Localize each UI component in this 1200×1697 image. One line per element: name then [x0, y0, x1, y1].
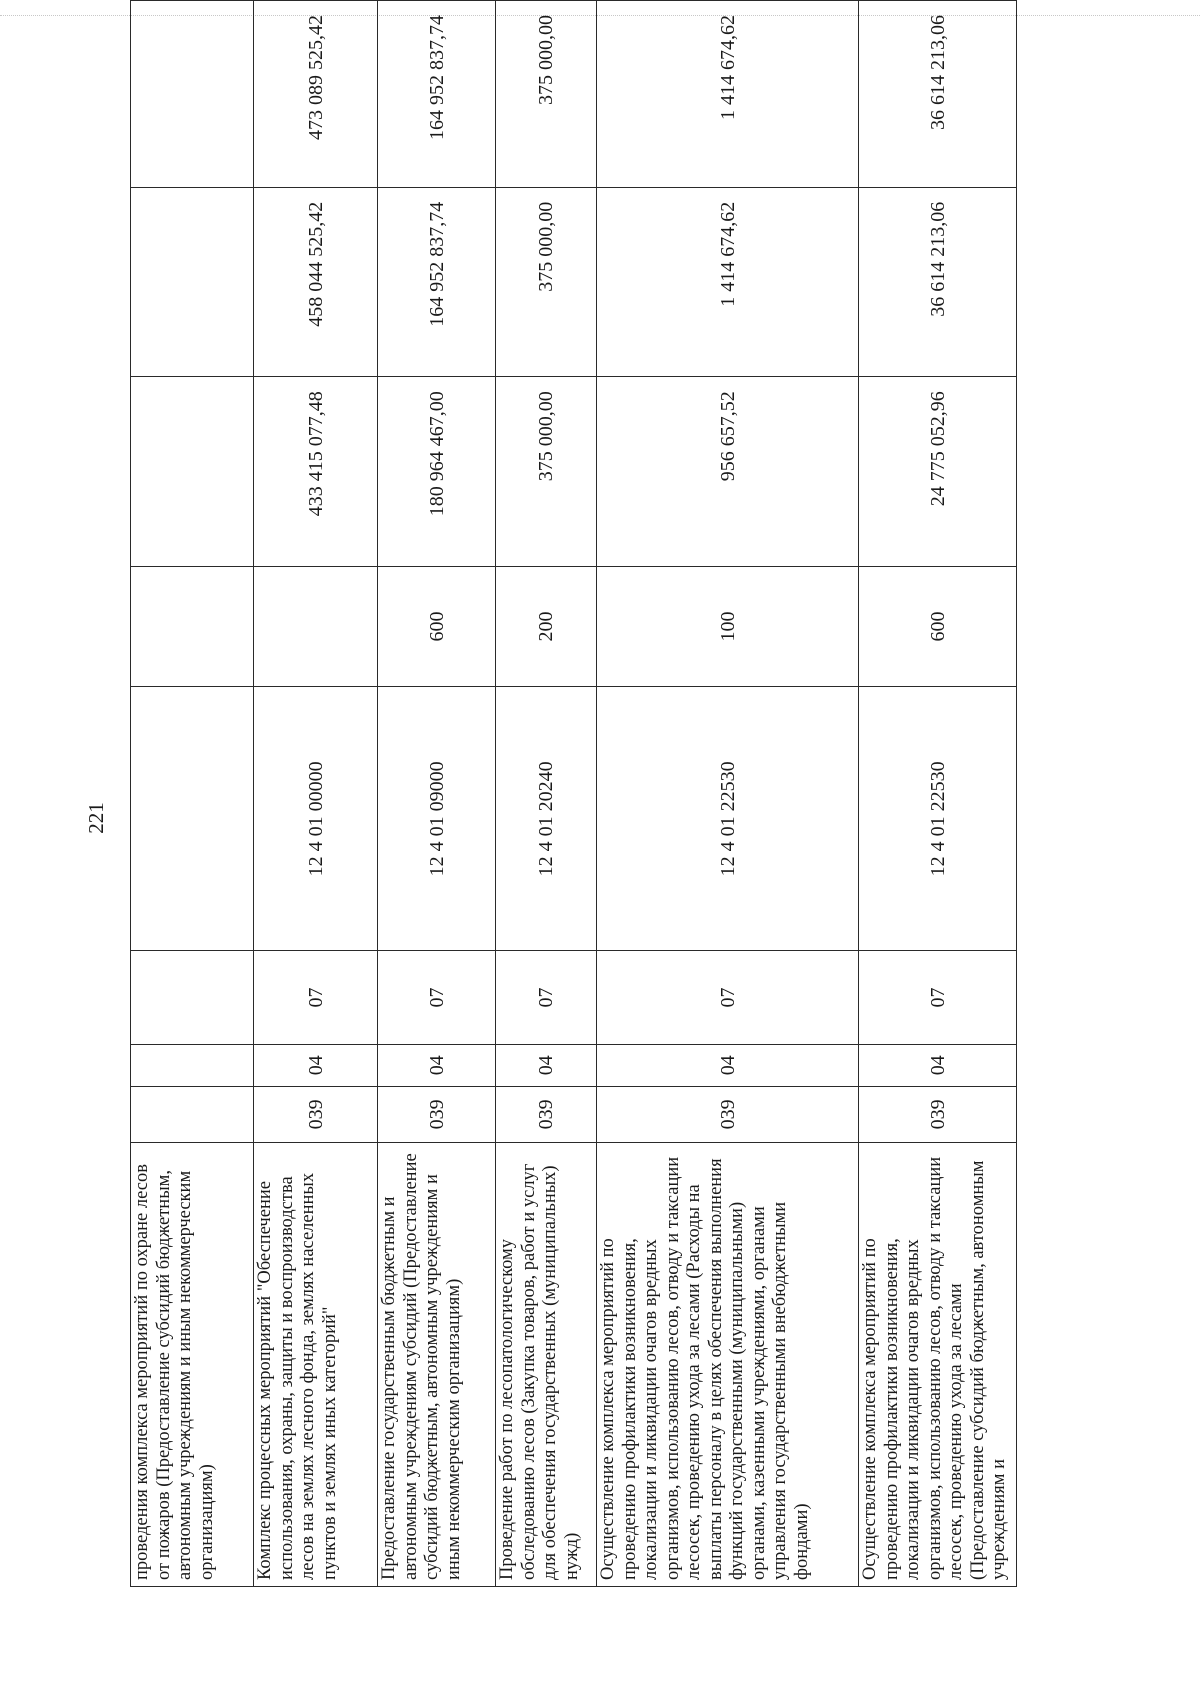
amount-year-2: 375 000,00 [496, 187, 597, 377]
row-name: Проведение работ по лесопатологическому обследованию лесов (Закупка товаров, работ и услуг для обеспечения государственных (муниципальных) нужд) [496, 1142, 597, 1586]
target-article: 12 4 01 22530 [597, 687, 859, 951]
amount-year-3 [131, 1, 254, 188]
row-name: Осуществление комплекса мероприятий по проведению профилактики возникновения, локализации и ликвидации очагов вредных организмов, использованию лесов, отводу и таксации лесосек, проведению ухода за лесами (Предоставление субсидий бюджетным, автономным учреждениям и [859, 1142, 1017, 1586]
amount-year-3: 473 089 525,42 [254, 1, 378, 188]
subsection-code [131, 951, 254, 1044]
budget-table [130, 0, 1017, 1587]
table-row [496, 1, 597, 1587]
subsection-code: 07 [496, 951, 597, 1044]
amount-year-3: 1 414 674,62 [597, 1, 859, 188]
amount-year-3: 164 952 837,74 [378, 1, 496, 188]
page-number: 221 [84, 802, 108, 834]
expense-type: 600 [378, 566, 496, 687]
subsection-code: 07 [859, 951, 1017, 1044]
table-row [131, 1, 254, 1587]
target-article [131, 687, 254, 951]
section-code [131, 1044, 254, 1086]
expense-type: 600 [859, 566, 1017, 687]
amount-year-1: 180 964 467,00 [378, 377, 496, 567]
amount-year-1 [131, 377, 254, 567]
section-code: 04 [378, 1044, 496, 1086]
table-body [131, 1, 1017, 1587]
section-code: 04 [859, 1044, 1017, 1086]
expense-type [131, 566, 254, 687]
section-code: 04 [496, 1044, 597, 1086]
amount-year-1: 956 657,52 [597, 377, 859, 567]
row-name: проведения комплекса мероприятий по охране лесов от пожаров (Предоставление субсидий бюджетным, автономным учреждениям и иным некоммерческим организациям) [131, 1142, 254, 1586]
expense-type: 100 [597, 566, 859, 687]
amount-year-2: 36 614 213,06 [859, 187, 1017, 377]
section-code: 04 [597, 1044, 859, 1086]
amount-year-1: 24 775 052,96 [859, 377, 1017, 567]
amount-year-2: 1 414 674,62 [597, 187, 859, 377]
table-row [378, 1, 496, 1587]
ministry-code [131, 1086, 254, 1142]
target-article: 12 4 01 22530 [859, 687, 1017, 951]
table-row [254, 1, 378, 1587]
table-row [859, 1, 1017, 1587]
target-article: 12 4 01 20240 [496, 687, 597, 951]
amount-year-2: 164 952 837,74 [378, 187, 496, 377]
subsection-code: 07 [378, 951, 496, 1044]
target-article: 12 4 01 09000 [378, 687, 496, 951]
row-name: Осуществление комплекса мероприятий по проведению профилактики возникновения, локализации и ликвидации очагов вредных организмов, использованию лесов, отводу и таксации лесосек, проведению ухода за лесами (Расходы на выплаты персоналу в целях обеспечения выполнения функций государственными (муниципальными) органами, казенными учреждениями, органами управления государственными внебюджетными фондами) [597, 1142, 859, 1586]
amount-year-3: 375 000,00 [496, 1, 597, 188]
subsection-code: 07 [597, 951, 859, 1044]
ministry-code: 039 [378, 1086, 496, 1142]
expense-type: 200 [496, 566, 597, 687]
ministry-code: 039 [254, 1086, 378, 1142]
amount-year-1: 433 415 077,48 [254, 377, 378, 567]
section-code: 04 [254, 1044, 378, 1086]
ministry-code: 039 [597, 1086, 859, 1142]
amount-year-1: 375 000,00 [496, 377, 597, 567]
expense-type [254, 566, 378, 687]
target-article: 12 4 01 00000 [254, 687, 378, 951]
row-name: Комплекс процессных мероприятий "Обеспечение использования, охраны, защиты и воспроизводства лесов на землях лесного фонда, землях населенных пунктов и землях иных категорий" [254, 1142, 378, 1586]
amount-year-2: 458 044 525,42 [254, 187, 378, 377]
ministry-code: 039 [859, 1086, 1017, 1142]
row-name: Предоставление государственным бюджетным и автономным учреждениям субсидий (Предоставление субсидий бюджетным, автономным учреждениям и иным некоммерческим организациям) [378, 1142, 496, 1586]
table-row [597, 1, 859, 1587]
amount-year-2 [131, 187, 254, 377]
ministry-code: 039 [496, 1086, 597, 1142]
subsection-code: 07 [254, 951, 378, 1044]
amount-year-3: 36 614 213,06 [859, 1, 1017, 188]
